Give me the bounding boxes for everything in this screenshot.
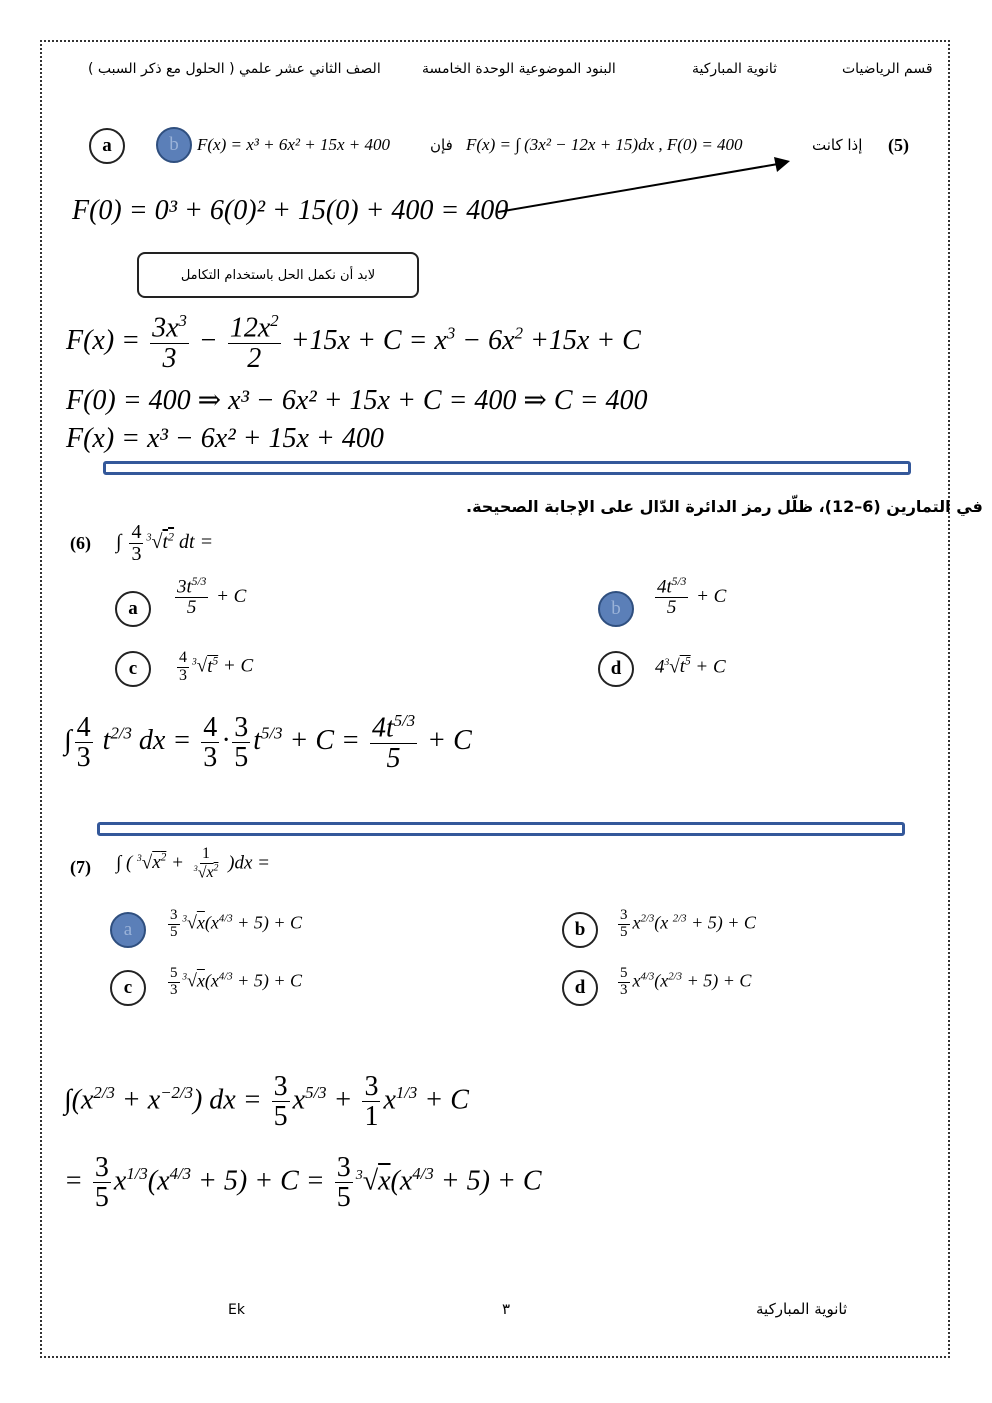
q5-option-a[interactable]: a: [89, 128, 125, 164]
footer-page-number: ٣: [502, 1300, 511, 1318]
q5-stem: إذا كانت: [812, 136, 863, 154]
q7-option-d[interactable]: d: [562, 970, 598, 1006]
q7-choice-d: $\frac{5}{3}$ $x^{4/3}(x^{2/3} + 5) + C$: [620, 965, 752, 998]
q6-choice-c: $\frac{4}{3}$ $^3√t^5 + C$: [179, 649, 254, 684]
header-grade: الصف الثاني عشر علمي ( الحلول مع ذكر السبب ): [88, 61, 381, 77]
q5-answer-b: F(x) = x³ + 6x² + 15x + 400: [197, 135, 390, 154]
separator-2: [97, 822, 905, 836]
q6-question: ∫ $\frac{4}{3}$ $^3√t^2$ dt =: [116, 521, 214, 565]
q7-choice-a: $\frac{3}{5}$ $^3√x(x^{4/3} + 5) + C$: [170, 907, 302, 940]
instructions: في التمارين (6–12)، ظلّل رمز الدائرة الدّال على الإجابة الصحيحة.: [466, 497, 983, 516]
header-department: قسم الرياضيات: [842, 61, 933, 77]
q7-option-c[interactable]: c: [110, 970, 146, 1006]
q5-then: فإن: [430, 136, 453, 154]
footer-right: ثانوية المباركية: [756, 1300, 848, 1318]
q5-solution-line2: F(0) = 400 ⇒ x³ − 6x² + 15x + C = 400 ⇒ C = 400: [66, 385, 648, 416]
q5-option-b[interactable]: b: [156, 127, 192, 163]
q7-question: ∫ ( $^3√x^2$ + $\frac{1}{^3√x^2}$ )dx =: [116, 845, 270, 882]
q6-choice-d: $4^3√t^5 + C$: [655, 656, 726, 678]
q6-number: (6): [70, 533, 91, 553]
q5-stem-math: F(x) = ∫ (3x² − 12x + 15)dx , F(0) = 400: [466, 135, 743, 154]
q5-number: (5): [888, 135, 909, 155]
q7-solution-line2: = $\frac{3}{5}$ $x^{1/3}(x^{4/3} + 5) + C$ = $\frac{3}{5}$ $^3√x(x^{4/3} + 5) + C$: [64, 1152, 542, 1214]
q6-option-d[interactable]: d: [598, 651, 634, 687]
footer-left: Ek: [228, 1302, 245, 1318]
q5-solution-line1: F(x) = $\frac{3x^3}{3}$ − $\frac{12x^2}{2}$ $+15x + C = x^3 - 6x^2 +15x + C$: [66, 311, 641, 374]
q6-option-b[interactable]: b: [598, 591, 634, 627]
q7-choice-c: $\frac{5}{3}$ $^3√x(x^{4/3} + 5) + C$: [170, 965, 302, 998]
header-unit: البنود الموضوعية الوحدة الخامسة: [422, 61, 616, 77]
q6-choice-b: $\frac{4t^{5/3}}{5}$ + C: [657, 576, 727, 619]
q6-option-a[interactable]: a: [115, 591, 151, 627]
q6-choice-a: $\frac{3t^{5/3}}{5}$ + C: [177, 576, 247, 619]
q5-note: لابد أن نكمل الحل باستخدام التكامل: [137, 252, 419, 298]
q5-check-line: F(0) = 0³ + 6(0)² + 15(0) + 400 = 400: [72, 195, 509, 226]
q7-option-a[interactable]: a: [110, 912, 146, 948]
q6-solution: ∫ $\frac{4}{3}$ $t^{2/3}$ dx = $\frac{4}{3}$ · $\frac{3}{5}$ $t^{5/3} + C$ = $\frac{4t^{5/3}}{5}$ + C: [64, 711, 472, 774]
separator-1: [103, 461, 911, 475]
header-school: ثانوية المباركية: [692, 61, 778, 77]
q7-option-b[interactable]: b: [562, 912, 598, 948]
q6-option-c[interactable]: c: [115, 651, 151, 687]
q7-number: (7): [70, 857, 91, 877]
q7-choice-b: $\frac{3}{5}$ $x^{2/3}(x$ $^{2/3}$ + 5) + C: [620, 907, 756, 940]
q5-solution-line3: F(x) = x³ − 6x² + 15x + 400: [66, 423, 384, 454]
arrow-icon: [490, 150, 800, 220]
q7-solution-line1: $\int(x^{2/3} + x^{-2/3})$ dx = $\frac{3}{5}$ $x^{5/3}$ + $\frac{3}{1}$ $x^{1/3} + C$: [64, 1071, 469, 1133]
